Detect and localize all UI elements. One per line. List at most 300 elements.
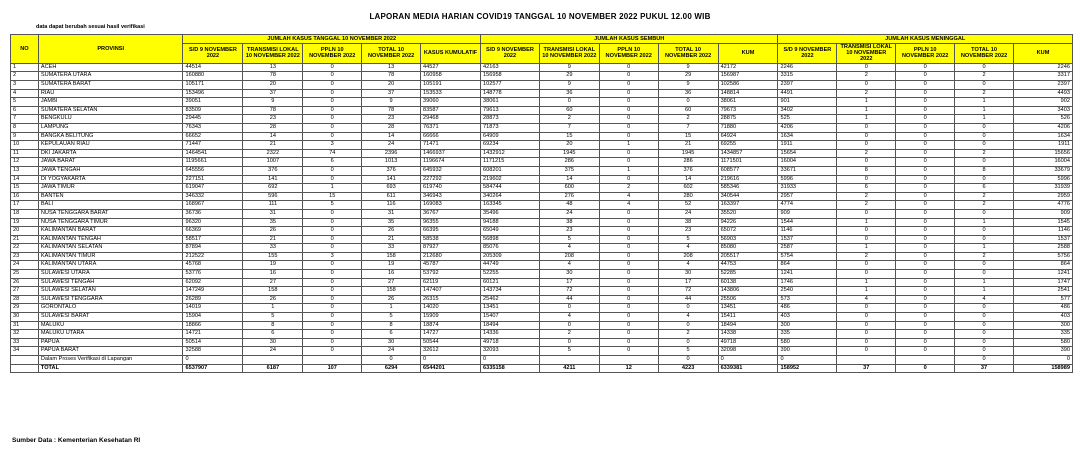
cell-sembuh-kum: 64924: [718, 132, 778, 141]
cell-kasus-sd: 6537907: [183, 364, 243, 373]
cell-kasus-total: 37: [362, 89, 421, 98]
cell-kasus-kumulatif: 58538: [421, 235, 481, 244]
cell-meninggal-sd: 4206: [778, 123, 837, 132]
cell-sembuh-sd: 148778: [481, 89, 540, 98]
cell-meninggal-transmisi: 2: [837, 192, 896, 201]
cell-kasus-ppln: 0: [303, 98, 362, 107]
table-row: [11, 98, 1073, 107]
cell-kasus-sd: 62092: [183, 278, 243, 287]
cell-meninggal-transmisi: 4: [837, 295, 896, 304]
cell-kasus-kumulatif: 160958: [421, 72, 481, 81]
table-row: [11, 218, 1073, 227]
cell-sembuh-total: 376: [658, 166, 718, 175]
cell-provinsi: SUMATERA SELATAN: [38, 106, 183, 115]
cell-kasus-kumulatif: 83587: [421, 106, 481, 115]
cell-sembuh-transmisi: 0: [539, 321, 599, 330]
cell-meninggal-transmisi: 0: [837, 141, 896, 150]
cell-sembuh-sd: 44749: [481, 261, 540, 270]
cell-kasus-kumulatif: 87927: [421, 244, 481, 253]
cell-kasus-ppln: 0: [303, 270, 362, 279]
header-provinsi: PROVINSI: [38, 35, 183, 64]
cell-provinsi: GORONTALO: [38, 304, 183, 313]
table-row: [11, 287, 1073, 296]
cell-meninggal-total: 0: [955, 158, 1014, 167]
cell-kasus-kumulatif: 147407: [421, 287, 481, 296]
cell-meninggal-transmisi: 6: [837, 184, 896, 193]
cell-kasus-kumulatif: 18874: [421, 321, 481, 330]
cell-kasus-transmisi: 692: [243, 184, 303, 193]
cell-kasus-total: 26: [362, 295, 421, 304]
table-row: [11, 278, 1073, 287]
cell-meninggal-kum: 486: [1013, 304, 1072, 313]
cell-sembuh-ppln: 1: [599, 141, 658, 150]
cell-provinsi: KALIMANTAN UTARA: [38, 261, 183, 270]
cell-sembuh-sd: 18494: [481, 321, 540, 330]
cell-sembuh-ppln: 0: [599, 252, 658, 261]
cell-sembuh-sd: 584744: [481, 184, 540, 193]
cell-meninggal-transmisi: 0: [837, 321, 896, 330]
table-row: [11, 244, 1073, 253]
cell-meninggal-kum: 1241: [1013, 270, 1072, 279]
cell-kasus-sd: 29445: [183, 115, 243, 124]
cell-meninggal-ppln: 0: [896, 278, 955, 287]
cell-kasus-total: 6: [362, 330, 421, 339]
cell-meninggal-ppln: 0: [896, 304, 955, 313]
header-no: NO: [11, 35, 39, 64]
cell-sembuh-kum: 15411: [718, 313, 778, 322]
cell-kasus-kumulatif: 71471: [421, 141, 481, 150]
cell-sembuh-transmisi: 72: [539, 287, 599, 296]
cell-meninggal-total: 0: [955, 209, 1014, 218]
cell-kasus-transmisi: 20: [243, 81, 303, 90]
cell-sembuh-kum: 32098: [718, 347, 778, 356]
cell-sembuh-total: 280: [658, 192, 718, 201]
cell-meninggal-transmisi: 2: [837, 252, 896, 261]
cell-meninggal-transmisi: 0: [837, 81, 896, 90]
cell-kasus-kumulatif: 645932: [421, 166, 481, 175]
cell-sembuh-transmisi: 29: [539, 72, 599, 81]
cell-meninggal-kum: 390: [1013, 347, 1072, 356]
cell-meninggal-total: 0: [955, 261, 1014, 270]
cell-kasus-kumulatif: 1466937: [421, 149, 481, 158]
cell-provinsi: JAMBI: [38, 98, 183, 107]
cell-kasus-sd: 1195661: [183, 158, 243, 167]
table-row: [11, 72, 1073, 81]
cell-sembuh-transmisi: 4: [539, 313, 599, 322]
cell-sembuh-total: 4223: [658, 364, 718, 373]
cell-kasus-kumulatif: 76371: [421, 123, 481, 132]
cell-kasus-total: 13: [362, 63, 421, 72]
cell-no: 2: [11, 72, 39, 81]
cell-sembuh-ppln: 0: [599, 235, 658, 244]
table-row-total: [11, 364, 1073, 373]
cell-meninggal-kum: 335: [1013, 330, 1072, 339]
cell-sembuh-ppln: 0: [599, 115, 658, 124]
cell-kasus-transmisi: 9: [243, 98, 303, 107]
cell-provinsi: JAWA TIMUR: [38, 184, 183, 193]
cell-sembuh-total: 4: [658, 244, 718, 253]
cell-meninggal-sd: 15654: [778, 149, 837, 158]
table-row: [11, 295, 1073, 304]
cell-meninggal-kum: 0: [1013, 356, 1072, 365]
cell-sembuh-transmisi: 9: [539, 81, 599, 90]
cell-sembuh-total: 286: [658, 158, 718, 167]
table-row: [11, 166, 1073, 175]
cell-kasus-kumulatif: 96355: [421, 218, 481, 227]
cell-kasus-kumulatif: 66395: [421, 227, 481, 236]
cell-meninggal-transmisi: 37: [837, 364, 896, 373]
cell-sembuh-ppln: 0: [599, 106, 658, 115]
header-sembuh-total: TOTAL 10 NOVEMBER 2022: [658, 43, 718, 63]
cell-no: 16: [11, 192, 39, 201]
cell-sembuh-sd: 14336: [481, 330, 540, 339]
cell-meninggal-kum: 16004: [1013, 158, 1072, 167]
cell-meninggal-ppln: 0: [896, 347, 955, 356]
cell-kasus-total: 35: [362, 218, 421, 227]
header-row-groups: [11, 35, 1073, 44]
cell-sembuh-total: 36: [658, 89, 718, 98]
cell-meninggal-kum: 158989: [1013, 364, 1072, 373]
cell-kasus-transmisi: 14: [243, 132, 303, 141]
cell-meninggal-sd: 2540: [778, 287, 837, 296]
cell-sembuh-ppln: 0: [599, 338, 658, 347]
cell-sembuh-total: 4: [658, 261, 718, 270]
cell-kasus-sd: 14721: [183, 330, 243, 339]
cell-meninggal-transmisi: 2: [837, 201, 896, 210]
cell-sembuh-kum: 69255: [718, 141, 778, 150]
cell-sembuh-total: 1945: [658, 149, 718, 158]
cell-sembuh-total: 52: [658, 201, 718, 210]
cell-sembuh-transmisi: 14: [539, 175, 599, 184]
cell-sembuh-ppln: 0: [599, 123, 658, 132]
cell-provinsi: SUMATERA UTARA: [38, 72, 183, 81]
cell-sembuh-total: 24: [658, 209, 718, 218]
cell-sembuh-sd: 608201: [481, 166, 540, 175]
cell-sembuh-sd: 1432912: [481, 149, 540, 158]
cell-sembuh-transmisi: 44: [539, 295, 599, 304]
cell-sembuh-total: 30: [658, 270, 718, 279]
cell-meninggal-total: 1: [955, 106, 1014, 115]
cell-meninggal-kum: 403: [1013, 313, 1072, 322]
cell-meninggal-ppln: 0: [896, 81, 955, 90]
cell-meninggal-kum: 902: [1013, 98, 1072, 107]
cell-kasus-sd: 44514: [183, 63, 243, 72]
cell-meninggal-total: 0: [955, 81, 1014, 90]
table-row: [11, 304, 1073, 313]
cell-provinsi: PAPUA BARAT: [38, 347, 183, 356]
cell-no: 34: [11, 347, 39, 356]
cell-kasus-ppln: 0: [303, 244, 362, 253]
cell-kasus-total: 24: [362, 141, 421, 150]
cell-no: 13: [11, 166, 39, 175]
cell-meninggal-transmisi: 0: [837, 227, 896, 236]
cell-kasus-ppln: 0: [303, 123, 362, 132]
cell-meninggal-ppln: 0: [896, 98, 955, 107]
cell-kasus-kumulatif: 66666: [421, 132, 481, 141]
cell-sembuh-sd: 79613: [481, 106, 540, 115]
cell-sembuh-total: 72: [658, 287, 718, 296]
cell-sembuh-transmisi: 276: [539, 192, 599, 201]
cell-sembuh-total: 0: [658, 98, 718, 107]
cell-kasus-kumulatif: 36767: [421, 209, 481, 218]
cell-meninggal-kum: 1537: [1013, 235, 1072, 244]
cell-meninggal-sd: 1537: [778, 235, 837, 244]
cell-sembuh-transmisi: 0: [539, 304, 599, 313]
cell-meninggal-ppln: 0: [896, 227, 955, 236]
cell-meninggal-ppln: 0: [896, 364, 955, 373]
cell-kasus-sd: 96320: [183, 218, 243, 227]
verification-note: data dapat berubah sesuai hasil verifikasi: [36, 24, 145, 30]
cell-kasus-total: 78: [362, 72, 421, 81]
cell-meninggal-transmisi: 8: [837, 166, 896, 175]
cell-kasus-total: 0: [362, 356, 421, 365]
cell-meninggal-ppln: 0: [896, 218, 955, 227]
cell-meninggal-ppln: 0: [896, 252, 955, 261]
cell-kasus-kumulatif: 169083: [421, 201, 481, 210]
cell-no: 23: [11, 252, 39, 261]
header-kasus-total: TOTAL 10 NOVEMBER 2022: [362, 43, 421, 63]
cell-kasus-ppln: 0: [303, 278, 362, 287]
cell-kasus-kumulatif: 619740: [421, 184, 481, 193]
cell-sembuh-transmisi: 1945: [539, 149, 599, 158]
table-row: [11, 158, 1073, 167]
cell-no: 25: [11, 270, 39, 279]
cell-meninggal-transmisi: 1: [837, 98, 896, 107]
cell-provinsi: TOTAL: [38, 364, 183, 373]
cell-meninggal-kum: 2541: [1013, 287, 1072, 296]
cell-sembuh-sd: 69234: [481, 141, 540, 150]
cell-meninggal-transmisi: 2: [837, 89, 896, 98]
cell-kasus-ppln: 0: [303, 132, 362, 141]
cell-meninggal-total: 1: [955, 115, 1014, 124]
cell-provinsi: KALIMANTAN TENGAH: [38, 235, 183, 244]
cell-kasus-transmisi: [243, 356, 303, 365]
cell-kasus-transmisi: 27: [243, 278, 303, 287]
cell-sembuh-sd: 49718: [481, 338, 540, 347]
cell-meninggal-sd: 486: [778, 304, 837, 313]
cell-meninggal-kum: 1545: [1013, 218, 1072, 227]
cell-meninggal-ppln: 0: [896, 201, 955, 210]
cell-sembuh-transmisi: 0: [539, 338, 599, 347]
cell-kasus-kumulatif: 346943: [421, 192, 481, 201]
cell-sembuh-ppln: 0: [599, 218, 658, 227]
cell-provinsi: KALIMANTAN SELATAN: [38, 244, 183, 253]
data-source: Sumber Data : Kementerian Kesehatan RI: [12, 437, 141, 444]
cell-sembuh-ppln: 0: [599, 175, 658, 184]
cell-sembuh-total: 60: [658, 106, 718, 115]
cell-sembuh-total: 17: [658, 278, 718, 287]
cell-sembuh-kum: 52285: [718, 270, 778, 279]
cell-meninggal-ppln: [896, 356, 955, 365]
cell-meninggal-transmisi: 1: [837, 106, 896, 115]
cell-kasus-ppln: 0: [303, 89, 362, 98]
cell-sembuh-total: 0: [658, 356, 718, 365]
cell-sembuh-sd: 25462: [481, 295, 540, 304]
cell-sembuh-transmisi: 60: [539, 106, 599, 115]
cell-sembuh-total: 7: [658, 123, 718, 132]
cell-sembuh-sd: 32093: [481, 347, 540, 356]
table-row: [11, 330, 1073, 339]
table-row: [11, 89, 1073, 98]
cell-meninggal-ppln: 0: [896, 132, 955, 141]
cell-meninggal-sd: 2246: [778, 63, 837, 72]
cell-meninggal-sd: 573: [778, 295, 837, 304]
cell-kasus-transmisi: 19: [243, 261, 303, 270]
cell-meninggal-ppln: 0: [896, 313, 955, 322]
cell-sembuh-kum: 42172: [718, 63, 778, 72]
cell-no: 3: [11, 81, 39, 90]
cell-meninggal-total: 37: [955, 364, 1014, 373]
cell-sembuh-transmisi: 2: [539, 115, 599, 124]
cell-meninggal-kum: 864: [1013, 261, 1072, 270]
cell-kasus-kumulatif: 0: [421, 356, 481, 365]
cell-no: 15: [11, 184, 39, 193]
cell-meninggal-kum: 31939: [1013, 184, 1072, 193]
cell-sembuh-sd: 13451: [481, 304, 540, 313]
cell-kasus-kumulatif: 39060: [421, 98, 481, 107]
cell-kasus-total: 16: [362, 270, 421, 279]
cell-sembuh-ppln: 0: [599, 149, 658, 158]
cell-sembuh-kum: 28875: [718, 115, 778, 124]
cell-meninggal-ppln: 0: [896, 175, 955, 184]
cell-provinsi: SULAWESI BARAT: [38, 313, 183, 322]
cell-meninggal-sd: 3315: [778, 72, 837, 81]
cell-sembuh-kum: 608577: [718, 166, 778, 175]
cell-meninggal-kum: 4493: [1013, 89, 1072, 98]
cell-kasus-total: 158: [362, 252, 421, 261]
cell-kasus-ppln: 0: [303, 227, 362, 236]
cell-meninggal-sd: 2587: [778, 244, 837, 253]
cell-meninggal-transmisi: 1: [837, 287, 896, 296]
cell-kasus-kumulatif: 53792: [421, 270, 481, 279]
header-meninggal-kum: KUM: [1013, 43, 1072, 63]
cell-provinsi: ACEH: [38, 63, 183, 72]
cell-sembuh-sd: 6335158: [481, 364, 540, 373]
cell-meninggal-transmisi: 0: [837, 158, 896, 167]
header-meninggal-sd: S/D 9 NOVEMBER 2022: [778, 43, 837, 63]
cell-sembuh-sd: 64909: [481, 132, 540, 141]
cell-sembuh-kum: 65072: [718, 227, 778, 236]
cell-meninggal-total: 2: [955, 72, 1014, 81]
cell-no: 20: [11, 227, 39, 236]
cell-kasus-total: 23: [362, 115, 421, 124]
cell-kasus-ppln: 0: [303, 235, 362, 244]
table-row: [11, 356, 1073, 365]
cell-kasus-transmisi: 155: [243, 252, 303, 261]
cell-kasus-transmisi: 24: [243, 347, 303, 356]
table-row: [11, 184, 1073, 193]
cell-kasus-sd: 32588: [183, 347, 243, 356]
cell-no: 31: [11, 321, 39, 330]
cell-sembuh-kum: 14338: [718, 330, 778, 339]
cell-no: 22: [11, 244, 39, 253]
cell-no: 26: [11, 278, 39, 287]
cell-kasus-ppln: 74: [303, 149, 362, 158]
cell-no: [11, 356, 39, 365]
cell-sembuh-total: 23: [658, 227, 718, 236]
cell-meninggal-total: 2: [955, 192, 1014, 201]
cell-kasus-ppln: 0: [303, 338, 362, 347]
cell-kasus-ppln: 3: [303, 141, 362, 150]
cell-provinsi: SUMATERA BARAT: [38, 81, 183, 90]
cell-provinsi: BANGKA BELITUNG: [38, 132, 183, 141]
cell-sembuh-total: 0: [658, 304, 718, 313]
cell-kasus-transmisi: 6: [243, 330, 303, 339]
cell-sembuh-ppln: 0: [599, 330, 658, 339]
cell-meninggal-sd: 5996: [778, 175, 837, 184]
cell-sembuh-transmisi: 9: [539, 63, 599, 72]
table-row: [11, 175, 1073, 184]
cell-sembuh-total: 2: [658, 115, 718, 124]
cell-sembuh-total: 9: [658, 81, 718, 90]
cell-meninggal-kum: 4206: [1013, 123, 1072, 132]
cell-provinsi: DI YOGYAKARTA: [38, 175, 183, 184]
cell-no: 17: [11, 201, 39, 210]
cell-kasus-ppln: 0: [303, 261, 362, 270]
cell-meninggal-ppln: 0: [896, 338, 955, 347]
header-group-meninggal: JUMLAH KASUS MENINGGAL: [778, 35, 1073, 44]
cell-no: 30: [11, 313, 39, 322]
cell-kasus-transmisi: 376: [243, 166, 303, 175]
cell-meninggal-ppln: 0: [896, 115, 955, 124]
cell-meninggal-sd: 2397: [778, 81, 837, 90]
cell-sembuh-sd: 85076: [481, 244, 540, 253]
cell-meninggal-sd: 901: [778, 98, 837, 107]
cell-sembuh-total: 5: [658, 235, 718, 244]
cell-sembuh-ppln: 0: [599, 63, 658, 72]
cell-kasus-sd: 14019: [183, 304, 243, 313]
cell-no: 14: [11, 175, 39, 184]
cell-provinsi: SULAWESI SELATAN: [38, 287, 183, 296]
cell-meninggal-sd: 0: [778, 356, 837, 365]
header-sembuh-sd: S/D 9 NOVEMBER 2022: [481, 43, 540, 63]
cell-sembuh-transmisi: 2: [539, 330, 599, 339]
cell-kasus-ppln: 0: [303, 347, 362, 356]
cell-meninggal-transmisi: [837, 356, 896, 365]
cell-kasus-kumulatif: 44527: [421, 63, 481, 72]
cell-kasus-kumulatif: 153533: [421, 89, 481, 98]
cell-sembuh-kum: 1434857: [718, 149, 778, 158]
cell-kasus-total: 158: [362, 287, 421, 296]
cell-meninggal-transmisi: 0: [837, 338, 896, 347]
cell-sembuh-kum: 1171501: [718, 158, 778, 167]
cell-sembuh-ppln: [599, 356, 658, 365]
table-row: [11, 201, 1073, 210]
cell-kasus-transmisi: 21: [243, 235, 303, 244]
table-row: [11, 106, 1073, 115]
cell-provinsi: MALUKU UTARA: [38, 330, 183, 339]
cell-meninggal-kum: 4776: [1013, 201, 1072, 210]
cell-meninggal-sd: 1241: [778, 270, 837, 279]
cell-sembuh-transmisi: 24: [539, 209, 599, 218]
cell-sembuh-transmisi: 5: [539, 235, 599, 244]
cell-meninggal-transmisi: 0: [837, 330, 896, 339]
cell-kasus-transmisi: 158: [243, 287, 303, 296]
cell-kasus-sd: 39051: [183, 98, 243, 107]
cell-kasus-kumulatif: 105191: [421, 81, 481, 90]
cell-sembuh-total: 14: [658, 175, 718, 184]
cell-sembuh-sd: 38061: [481, 98, 540, 107]
cell-sembuh-transmisi: 20: [539, 141, 599, 150]
cell-meninggal-total: 0: [955, 356, 1014, 365]
cell-kasus-ppln: 107: [303, 364, 362, 373]
cell-meninggal-sd: 525: [778, 115, 837, 124]
cell-kasus-ppln: 1: [303, 184, 362, 193]
cell-no: 11: [11, 149, 39, 158]
cell-kasus-transmisi: 5: [243, 313, 303, 322]
cell-no: 1: [11, 63, 39, 72]
cell-sembuh-total: 9: [658, 63, 718, 72]
